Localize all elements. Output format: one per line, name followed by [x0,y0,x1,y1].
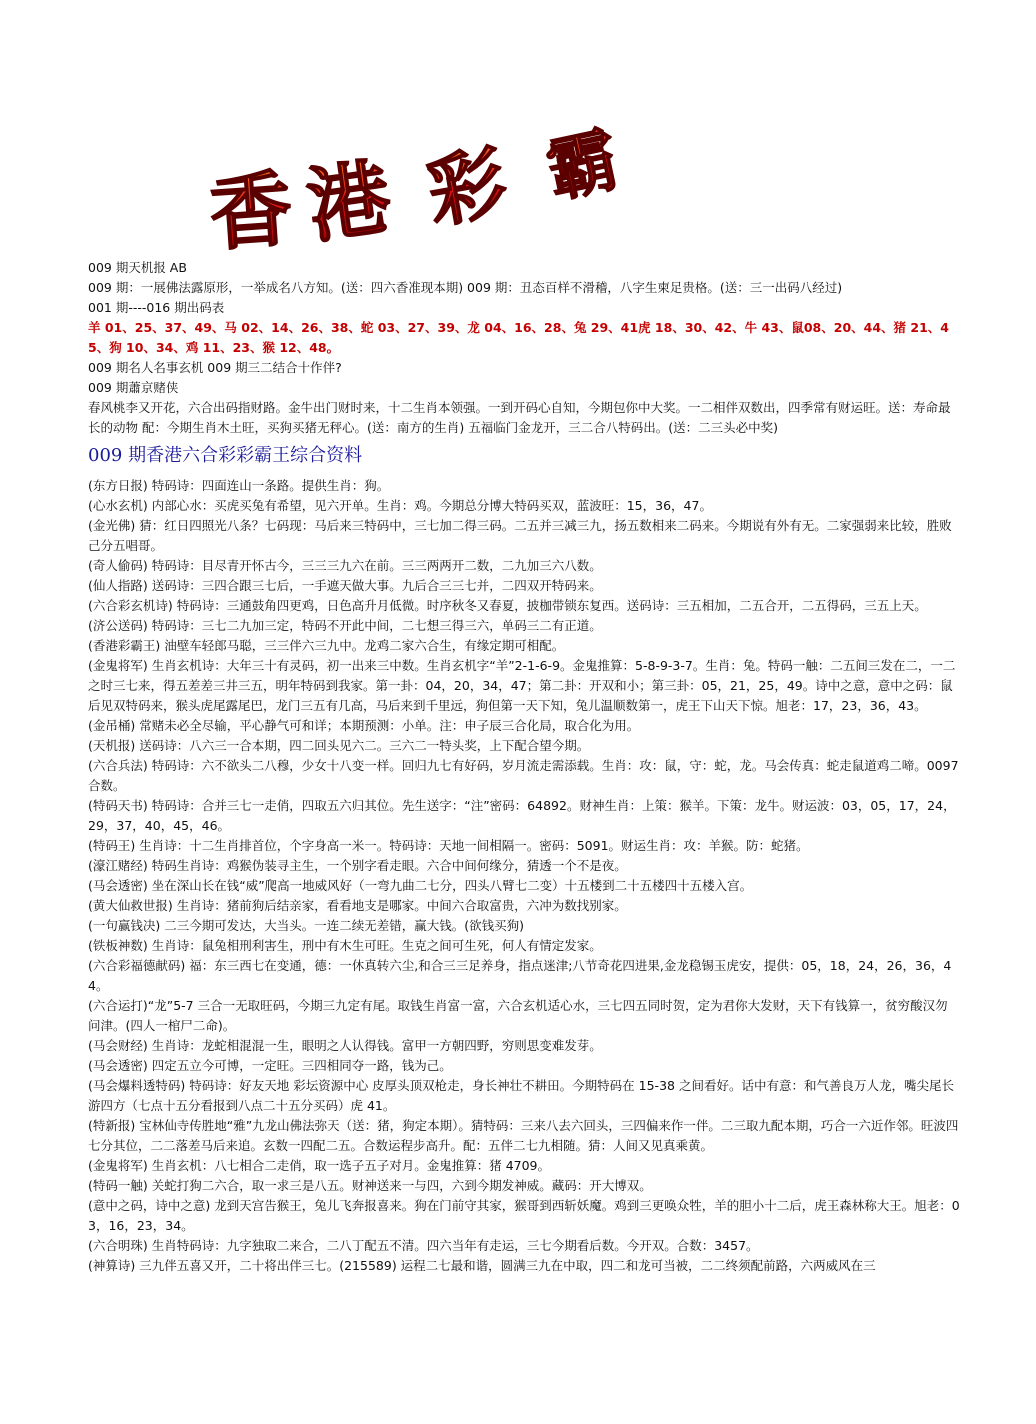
page-bottom-margin [0,1297,1036,1424]
svg-text:彩: 彩 [420,136,514,240]
zodiac-number-table: 羊 01、25、37、49、马 02、14、26、38、蛇 03、27、39、龙 04、16、28、兔 29、41虎 18、30、42、牛 43、鼠08、20、44、猪 21、45、狗 10、34、鸡 11、23、猴 12、48。 [88,320,949,355]
intro-line: 009 期天机报 AB [88,260,187,275]
entry-line: (马会爆料透特码) 特码诗：好友天地 彩坛资源中心 皮厚头顶双枪走，身长神壮不耕田。今期特码在 15-38 之间看好。话中有意：和气善良万人龙，嘴尖尾长游四方（七点十五分看报到八点二十五分买码）虎 41。 [88,1078,954,1113]
entry-line: (仙人指路) 送码诗：三四合跟三七后，一手遮天做大事。九后合三三七并，二四双开特码来。 [88,578,602,593]
entry-line: (马会透密) 四定五立今可博，一定旺。三四相同夺一路，钱为己。 [88,1058,452,1073]
hk-lottery-logo [206,117,626,263]
entry-line: (六合兵法) 特码诗：六不欲头二八穆，少女十八变一样。回归九七有好码，岁月流走需添载。生肖：攻：鼠，守：蛇，龙。马会传真：蛇走鼠道鸡二啼。0097 合数。 [88,758,959,793]
entry-line: (济公送码) 特码诗：三七二九加三定，特码不开此中间，二七想三得三六，单码三二有正道。 [88,618,602,633]
document-body [88,258,960,1276]
section-title: 009 期香港六合彩彩霸王综合资料 [88,445,363,466]
entry-line: (六合彩福德献码) 福：东三西七在变通，德：一休真转六尘,和合三三足养身，指点迷津;八节奇花四进果,金龙稳锡玉虎安，提供：05，18，24，26，36，44。 [88,958,952,993]
entry-line: (特码天书) 特码诗：合并三七一走俏，四取五六归其位。先生送字：“注”密码：64892。财神生肖：上策：猴羊。下策：龙牛。财运波：03，05，17，24，29，37，40，45，46。 [88,798,956,833]
entry-line: (神算诗) 三九伴五喜又开，二十将出伴三七。(215589) 运程二七最和谐，圆满三九在中取，四二和龙可当被，二二终须配前路，六两威风在三 [88,1258,876,1273]
svg-text:港: 港 [301,148,397,256]
intro-line: 009 期：一展佛法露原形，一举成名八方知。(送：四六香准现本期) 009 期：丑态百样不滑稽，八字生柬足贵格。(送：三一出码八经过) [88,280,843,295]
entry-line: (一句赢钱决) 二三今期可发达，大当头。一连二续无差错，赢大钱。(欲钱买狗) [88,918,524,933]
intro-line: 009 期蕭京赌侠 [88,380,179,395]
entry-line: (马会财经) 生肖诗：龙蛇相混混一生，眼明之人认得钱。富甲一方朝四野，穷则思变难发芽。 [88,1038,602,1053]
entry-line: (天机报) 送码诗：八六三一合本期，四二回头见六二。三六二一特头奖，上下配合望今期。 [88,738,590,753]
entry-line: (心水玄机) 内部心水：买虎买兔有希望，见六开单。生肖：鸡。今期总分博大特码买双，蓝波旺：15，36，47。 [88,498,712,513]
svg-text:霸: 霸 [539,117,626,213]
entry-line: (濠江赌经) 特码生肖诗：鸡猴伪装寻主生，一个别字看走眼。六合中间何缘分，猜透一个不是夜。 [88,858,627,873]
entry-line: (六合运打)“龙”5-7 三合一无取旺码，今期三九定有尾。取钱生肖富一富，六合玄机适心水，三七四五同时贺，定为君你大发财，天下有钱算一，贫穷酸汉勿问津。(四人一棺尸二命)。 [88,998,948,1033]
entry-line: (铁板神数) 生肖诗：鼠兔相刑利害生，刑中有木生可旺。生克之间可生死，何人有情定发家。 [88,938,602,953]
svg-text:香: 香 [206,161,296,263]
entry-line: (金鬼将军) 生肖玄机：八七相合二走俏，取一选子五子对月。金鬼推算：猪 4709。 [88,1158,551,1173]
entry-line: (意中之码，诗中之意) 龙到天宫告猴王，兔儿飞奔报喜来。狗在门前守其家，猴哥到西斩妖魔。鸡到三更唤众牲，羊的胆小十二后，虎王森林称大王。旭老：03，16，23，34。 [88,1198,960,1233]
entries-list [88,476,960,1276]
entry-line: (马会透密) 坐在深山长在钱“威”爬高一地威风好（一弯九曲二七分，四头八臂七二变）十五楼到二十五楼四十五楼入宫。 [88,878,753,893]
intro-paragraph: 春风桃李又开花，六合出码指财路。金牛出门财时来，十二生肖本领强。一到开码心自知，今期包你中大奖。一二相伴双数出，四季常有财运旺。送：寿命最长的动物 配：今期生肖木土旺，买狗买猪无秤心。(送：南方的生肖) 五福临门金龙开，三二合八特码出。(送：二三头必中奖) [88,400,951,435]
intro-line: 001 期----016 期出码表 [88,300,225,315]
entry-line: (六合彩玄机诗) 特码诗：三通鼓角四更鸡，日色高升月低微。时序秋冬又春夏，披枷带锁东复西。送码诗：三五相加，二五合开，二五得码，三五上天。 [88,598,927,613]
entry-line: (香港彩霸王) 油壁车轻郎马聪，三三伴六三九中。龙鸡二家六合生，有缘定期可相配。 [88,638,565,653]
entry-line: (黄大仙救世报) 生肖诗：猪前狗后结亲家，看看地支是哪家。中间六合取富贵，六冲为数找别家。 [88,898,627,913]
entry-line: (金光佛) 猜：红日四照光八条？七码现：马后来三特码中，三七加二得三码。二五并三减三九，扬五数相来二码来。今期说有外有无。二家强弱来比较，胜败己分五唱哥。 [88,518,952,553]
intro-line: 009 期名人名事玄机 009 期三二结合十作伴? [88,360,342,375]
entry-line: (特码王) 生肖诗：十二生肖排首位，个字身高一米一。特码诗：天地一间相隔一。密码：5091。财运生肖：攻：羊猴。防：蛇猪。 [88,838,809,853]
entry-line: (特新报) 宝林仙寺传胜地“雅”九龙山佛法弥天（送：猪，狗定本期）。猜特码：三来八去六回头，三四偏来作一伴。二三取九配本期，巧合一六近作邻。旺波四七分其位，二二落差马后来追。玄数一四配二五。合数运程步高升。配：五伴二七九相随。猜：人间又见真乘黄。 [88,1118,959,1153]
entry-line: (六合明珠) 生肖特码诗：九字独取二来合，二八丁配五不清。四六当年有走运，三七今期看后数。今开双。合数：3457。 [88,1238,759,1253]
entry-line: (东方日报) 特码诗：四面连山一条路。提供生肖：狗。 [88,478,390,493]
entry-line: (金鬼将军) 生肖玄机诗：大年三十有灵码，初一出来三中数。生肖玄机字“羊”2-1-6-9。金鬼推算：5-8-9-3-7。生肖：兔。特码一触：二五间三发在二，一二之时三七来，得五差差三井三五，明年特码到我家。第一卦：04，20，34，47；第二卦：开双和小；第三卦：05，21，25，49。诗中之意，意中之码：鼠后见双特码来，猴头虎尾露尾巴，龙门三五有几高，马后来到千里远，狗但第一天下知，兔儿温顺数第一，虎王下山天下惊。旭老：17，23，36，43。 [88,658,956,713]
entry-line: (金吊桶) 常赌未必全尽输，平心静气可和详；本期预测：小单。注：申子辰三合化局，取合化为用。 [88,718,640,733]
entry-line: (奇人偷码) 特码诗：目尽青开怀古今，三三三九六在前。三三两两开二数，二九加三六八数。 [88,558,602,573]
entry-line: (特码一触) 关蛇打狗二六合，取一求三是八五。财神送来一与四，六到今期发神威。藏码：开大博双。 [88,1178,652,1193]
